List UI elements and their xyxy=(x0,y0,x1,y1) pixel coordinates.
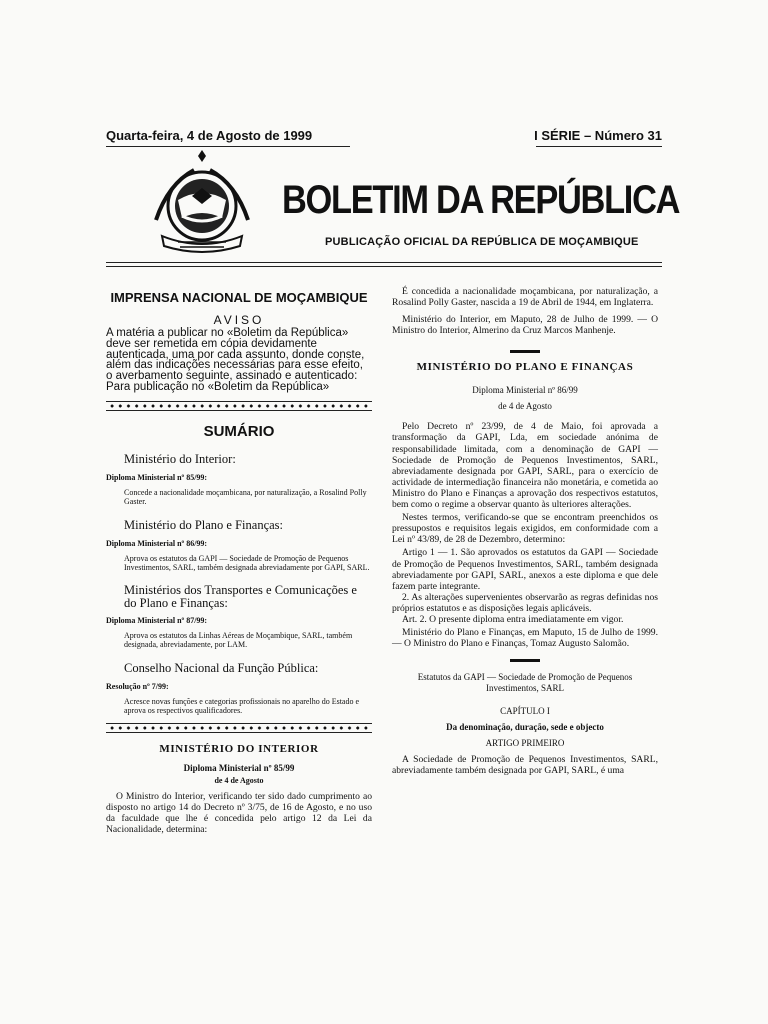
imprensa-heading: IMPRENSA NACIONAL DE MOÇAMBIQUE xyxy=(110,290,368,305)
paragraph: Artigo 1 — 1. São aprovados os estatutos da GAPI — Sociedade de Promoção de Pequenos Investimentos, SARL, também designada abreviadamente por GAPI, SARL, anexos a este diploma e que dele fazem parte integrante. xyxy=(392,547,658,592)
separator xyxy=(510,350,540,353)
issue-date: Quarta-feira, 4 de Agosto de 1999 xyxy=(106,128,313,143)
header-rule-left xyxy=(106,146,350,147)
masthead-rule xyxy=(106,262,662,267)
diploma-86-title: Diploma Ministerial nº 86/99 xyxy=(472,385,578,396)
summary-description: Aprova os estatutos da GAPI — Sociedade de Promoção de Pequenos Investimentos, SARL, também designada abreviadamente por GAPI, SARL. xyxy=(124,553,370,572)
right-column xyxy=(392,286,658,776)
artigo-heading: ARTIGO PRIMEIRO xyxy=(485,738,565,749)
paragraph: É concedida a nacionalidade moçambicana, por naturalização, a Rosalind Polly Gaster, nascida a 19 de Abril de 1944, em Inglaterra. xyxy=(392,286,658,309)
aviso-heading: AVISO xyxy=(213,313,265,327)
separator xyxy=(510,659,540,662)
aviso-text: A matéria a publicar no «Boletim da República» deve ser remetida em cópia devidamente autenticada, uma por cada assunto, donde conste, além das indicações necessárias para esse efeito, o averbamento seguinte, assinado e autenticado: Para publicação no «Boletim da República» xyxy=(106,327,365,393)
dotted-rule xyxy=(106,401,372,411)
summary-document: Diploma Ministerial nº 86/99: xyxy=(106,538,208,548)
paragraph: A Sociedade de Promoção de Pequenos Investimentos, SARL, abreviadamente também designada por GAPI, SARL, é uma xyxy=(392,754,658,777)
paragraph: 2. As alterações supervenientes observarão as regras definidas nos próprios estatutos e as disposições legais aplicáveis. xyxy=(392,591,658,614)
summary-entry xyxy=(106,661,372,715)
summary-document: Resolução nº 7/99: xyxy=(106,681,169,691)
header-rule-right xyxy=(536,146,662,147)
estatutos-title: Estatutos da GAPI — Sociedade de Promoção de Pequenos Investimentos, SARL xyxy=(417,672,633,694)
header-line xyxy=(106,128,662,143)
gazette-title: BOLETIM DA REPÚBLICA xyxy=(282,178,680,222)
summary-entry xyxy=(106,452,372,506)
gazette-subtitle: PUBLICAÇÃO OFICIAL DA REPÚBLICA DE MOÇAMBIQUE xyxy=(325,236,639,248)
paragraph: Pelo Decreto nº 23/99, de 4 de Maio, foi aprovada a transformação da GAPI, Lda, em sociedade anónima de responsabilidade limitada, com a denominação de GAPI — Sociedade de Promoção de Pequenos Investimentos, SARL, abreviadamente designada por GAPI, SARL, para o exercício de actividade de intermediação financeira não monetária, e cometida ao Ministro do Plano e Finanças a aprovação dos respectivos estatutos, bem como o regime a observar quanto às ulteriores alterações. xyxy=(392,421,658,511)
dotted-rule xyxy=(106,723,372,733)
diploma-85-text: O Ministro do Interior, verificando ter sido dado cumprimento ao disposto no artigo 14 do Decreto nº 3/75, de 16 de Agosto, e no uso da faculdade que lhe é concedida pelo artigo 12 da Lei da Nacionalidade, determina: xyxy=(106,790,372,836)
summary-description: Concede a nacionalidade moçambicana, por naturalização, a Rosalind Polly Gaster. xyxy=(124,487,367,506)
diploma-85-title: Diploma Ministerial nº 85/99 xyxy=(183,762,295,773)
summary-document: Diploma Ministerial nº 87/99: xyxy=(106,615,208,625)
national-emblem-icon xyxy=(148,148,256,260)
summary-ministry: Ministérios dos Transportes e Comunicações e do Plano e Finanças: xyxy=(124,582,357,610)
summary-entry xyxy=(106,584,372,649)
section-heading-plano: MINISTÉRIO DO PLANO E FINANÇAS xyxy=(416,361,634,374)
summary-ministry: Ministério do Interior: xyxy=(124,451,236,466)
paragraph: Nestes termos, verificando-se que se encontram preenchidos os pressupostos e requisitos legais exigidos, em conformidade com a Lei nº 43/89, de 28 de Dezembro, determino: xyxy=(392,512,658,546)
paragraph: Ministério do Interior, em Maputo, 28 de Julho de 1999. — O Ministro do Interior, Almerino da Cruz Marcos Manhenje. xyxy=(392,314,658,337)
diploma-85-date: de 4 de Agosto xyxy=(214,775,264,785)
sumario-heading: SUMÁRIO xyxy=(203,422,275,440)
series-number: I SÉRIE – Número 31 xyxy=(534,128,662,143)
section-heading-interior: MINISTÉRIO DO INTERIOR xyxy=(159,742,319,755)
paragraph: Art. 2. O presente diploma entra imediatamente em vigor. xyxy=(402,613,624,625)
summary-document: Diploma Ministerial nº 85/99: xyxy=(106,472,208,482)
summary-description: Aprova os estatutos da Linhas Aéreas de Moçambique, SARL, também designada, abreviadamente, por LAM. xyxy=(124,630,353,649)
capitulo-subheading: Da denominação, duração, sede e objecto xyxy=(446,722,604,733)
left-column xyxy=(106,280,372,835)
summary-ministry: Conselho Nacional da Função Pública: xyxy=(124,660,319,675)
summary-entry xyxy=(106,518,372,572)
summary-description: Acresce novas funções e categorias profissionais no aparelho do Estado e aprova os respectivos qualificadores. xyxy=(124,696,360,715)
capitulo-heading: CAPÍTULO I xyxy=(500,706,550,717)
paragraph: Ministério do Plano e Finanças, em Maputo, 15 de Julho de 1999. — O Ministro do Plano e Finanças, Tomaz Augusto Salomão. xyxy=(392,627,658,650)
summary-ministry: Ministério do Plano e Finanças: xyxy=(124,517,284,532)
diploma-86-date: de 4 de Agosto xyxy=(498,401,552,412)
